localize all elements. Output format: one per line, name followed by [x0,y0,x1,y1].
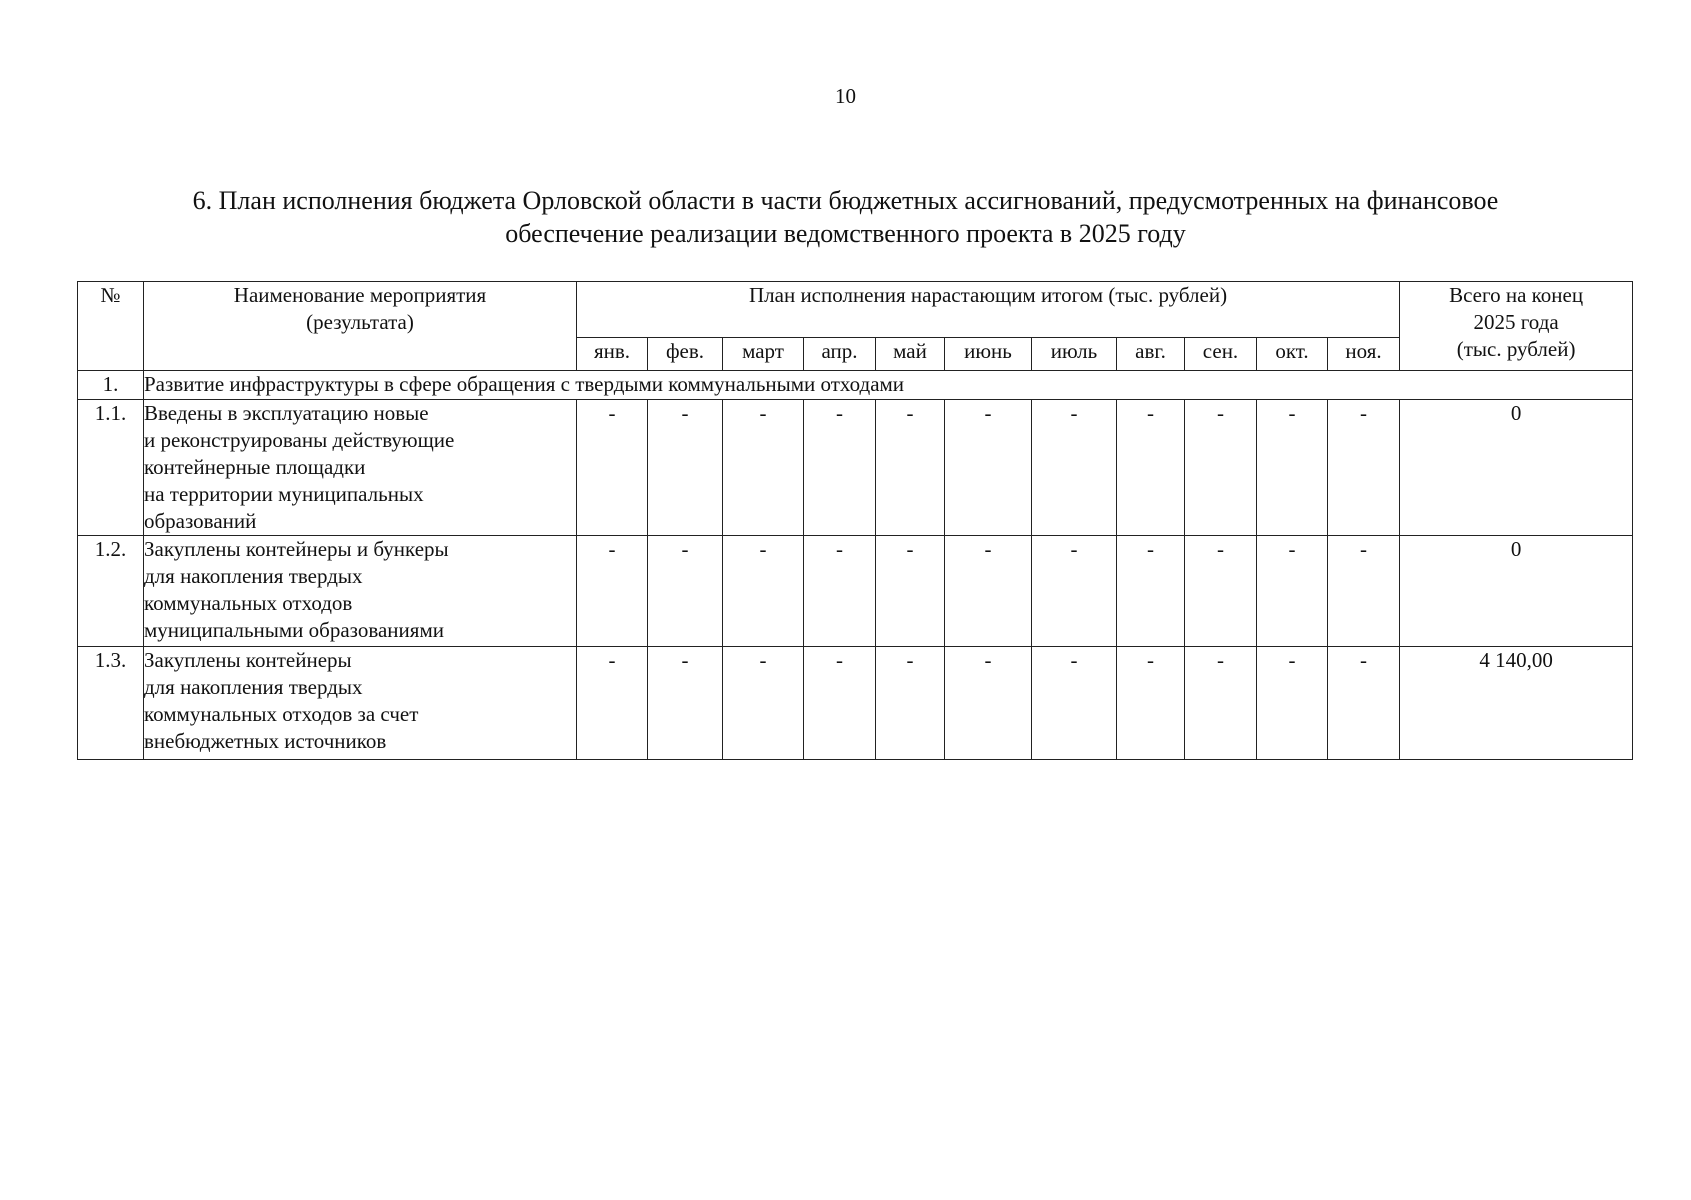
month-header: фев. [648,338,723,371]
month-value: - [1257,400,1328,536]
row-name-line: образований [144,509,257,533]
row-name-line: на территории муниципальных [144,482,424,506]
month-value: - [1328,647,1400,760]
row-name-line: для накопления твердых [144,564,363,588]
month-value: - [945,647,1032,760]
row-name-line: и реконструированы действующие [144,428,455,452]
month-value: - [648,400,723,536]
month-value: - [1328,536,1400,647]
month-value: - [723,647,804,760]
table-row [78,536,1633,647]
month-header: апр. [804,338,876,371]
row-name [144,536,577,647]
page-number: 10 [835,84,856,108]
row-name-line: внебюджетных источников [144,729,387,753]
month-value: - [1117,647,1185,760]
month-value: - [1257,536,1328,647]
month-value: - [577,400,648,536]
month-value: - [876,647,945,760]
header-total [1400,282,1633,371]
month-value: - [1032,647,1117,760]
row-name-line: Закуплены контейнеры и бункеры [144,537,449,561]
month-value: - [1117,400,1185,536]
month-value: - [723,400,804,536]
row-name-line: контейнерные площадки [144,455,366,479]
row-name-line: коммунальных отходов за счет [144,702,419,726]
month-value: - [1185,400,1257,536]
row-number: 1.1. [78,400,144,536]
row-total: 4 140,00 [1400,647,1633,760]
section-title-line-1: 6. План исполнения бюджета Орловской области в части бюджетных ассигнований, предусмотренных на финансовое [192,186,1499,215]
section-title-line-2: обеспечение реализации ведомственного проекта в 2025 году [505,219,1186,248]
header-number: № [78,282,144,371]
month-value: - [804,400,876,536]
row-number: 1.2. [78,536,144,647]
month-header: окт. [1257,338,1328,371]
budget-plan-table [77,281,1633,760]
month-value: - [577,647,648,760]
month-header: авг. [1117,338,1185,371]
month-value: - [648,647,723,760]
month-header: июль [1032,338,1117,371]
row-total: 0 [1400,536,1633,647]
month-value: - [1328,400,1400,536]
table-row [78,647,1633,760]
month-value: - [577,536,648,647]
month-header: июнь [945,338,1032,371]
row-name-line: Введены в эксплуатацию новые [144,401,429,425]
month-value: - [648,536,723,647]
header-name-line-2: (результата) [306,310,414,334]
row-name-line: коммунальных отходов [144,591,353,615]
month-header: янв. [577,338,648,371]
month-header: ноя. [1328,338,1400,371]
month-value: - [1032,536,1117,647]
row-name-line: муниципальными образованиями [144,618,444,642]
month-value: - [723,536,804,647]
section-title [40,184,1651,250]
month-value: - [945,536,1032,647]
row-total: 0 [1400,400,1633,536]
month-header: сен. [1185,338,1257,371]
header-plan: План исполнения нарастающим итогом (тыс. рублей) [577,282,1400,338]
header-name [144,282,577,371]
row-name-line: Закуплены контейнеры [144,648,352,672]
header-row [78,282,1633,338]
month-header: март [723,338,804,371]
month-value: - [1117,536,1185,647]
month-value: - [1185,647,1257,760]
section-number: 1. [78,371,144,400]
header-total-line-2: 2025 года [1473,310,1559,334]
row-number: 1.3. [78,647,144,760]
month-value: - [804,536,876,647]
header-name-line-1: Наименование мероприятия [233,283,487,307]
header-total-line-1: Всего на конец [1449,283,1584,307]
month-value: - [804,647,876,760]
month-value: - [876,536,945,647]
header-total-line-3: (тыс. рублей) [1456,337,1576,361]
section-title-cell: Развитие инфраструктуры в сфере обращения с твердыми коммунальными отходами [144,371,1633,400]
section-row [78,371,1633,400]
month-value: - [945,400,1032,536]
month-header: май [876,338,945,371]
table-row [78,400,1633,536]
month-value: - [1032,400,1117,536]
month-value: - [876,400,945,536]
row-name-line: для накопления твердых [144,675,363,699]
month-value: - [1185,536,1257,647]
row-name [144,647,577,760]
month-value: - [1257,647,1328,760]
row-name [144,400,577,536]
